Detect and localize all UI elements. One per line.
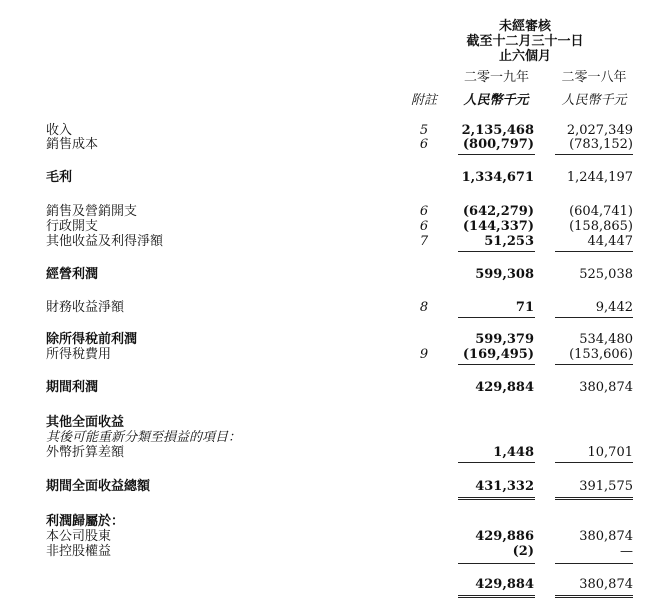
row-owners-label: 本公司股東	[46, 529, 112, 544]
row-revenue-2019: 2,135,468	[461, 123, 534, 138]
row-income-tax-note: 9	[419, 347, 429, 362]
row-owners-2018: 380,874	[579, 529, 633, 544]
column-year-2018: 二零一八年	[561, 70, 627, 85]
row-total-comprehensive-2019: 431,332	[475, 479, 534, 494]
row-selling-label: 銷售及營銷開支	[46, 204, 138, 219]
row-finance-income-2018: 9,442	[595, 300, 633, 315]
row-other-income-note: 7	[419, 234, 429, 249]
row-nci-label: 非控股權益	[46, 544, 112, 559]
row-gross-profit-label: 毛利	[46, 170, 73, 185]
row-profit-period-label: 期間利潤	[46, 380, 99, 395]
row-profit-period-2018: 380,874	[579, 380, 633, 395]
row-gross-profit-2018: 1,244,197	[566, 170, 633, 185]
subtotal-rule	[458, 462, 535, 463]
row-finance-income-2019: 71	[515, 300, 534, 315]
column-year-2019: 二零一九年	[463, 70, 529, 85]
row-profit-before-tax-2018: 534,480	[579, 332, 633, 347]
double-rule	[458, 597, 535, 598]
row-selling-2018: (604,741)	[569, 204, 633, 219]
subtotal-rule	[458, 364, 535, 365]
double-rule	[458, 595, 535, 596]
subtotal-rule	[458, 317, 535, 318]
subtotal-rule	[458, 563, 535, 564]
row-operating-profit-2018: 525,038	[579, 267, 633, 282]
double-rule	[555, 597, 633, 598]
header-line-six-months: 止六個月	[498, 49, 551, 64]
row-selling-note: 6	[419, 204, 429, 219]
row-other-income-2019: 51,253	[484, 234, 534, 249]
header-line-period: 截至十二月三十一日	[466, 34, 584, 49]
row-total-comprehensive-2018: 391,575	[579, 479, 633, 494]
row-admin-2018: (158,865)	[569, 219, 633, 234]
row-selling-2019: (642,279)	[462, 204, 534, 219]
row-fx-diff-2019: 1,448	[493, 445, 534, 460]
row-finance-income-note: 8	[419, 300, 429, 315]
double-rule	[555, 595, 633, 596]
row-income-tax-2018: (153,606)	[569, 347, 633, 362]
column-unit-2019: 人民幣千元	[463, 93, 529, 108]
subtotal-rule	[555, 462, 633, 463]
subtotal-rule	[555, 317, 633, 318]
subtotal-rule	[555, 563, 633, 564]
double-rule	[555, 497, 633, 498]
subtotal-rule	[555, 364, 633, 365]
row-admin-label: 行政開支	[46, 219, 99, 234]
row-operating-profit-label: 經營利潤	[46, 267, 99, 282]
row-oci-subtitle: 其後可能重新分類至損益的項目：	[46, 430, 242, 445]
row-attributable-to: 利潤歸屬於：	[46, 514, 125, 529]
subtotal-rule	[555, 251, 633, 252]
row-other-income-label: 其他收益及利得淨額	[46, 234, 164, 249]
row-nci-2018: —	[620, 544, 633, 559]
row-fx-diff-2018: 10,701	[587, 445, 633, 460]
row-admin-2019: (144,337)	[462, 219, 534, 234]
row-oci-title: 其他全面收益	[46, 415, 125, 430]
row-cost-of-sales-2019: (800,797)	[462, 137, 534, 152]
row-cost-of-sales-2018: (783,152)	[569, 137, 633, 152]
header-line-unaudited: 未經審核	[498, 19, 551, 34]
row-profit-before-tax-label: 除所得稅前利潤	[46, 332, 138, 347]
row-revenue-label: 收入	[46, 123, 73, 138]
double-rule	[458, 499, 535, 500]
row-revenue-note: 5	[419, 123, 429, 138]
row-admin-note: 6	[419, 219, 429, 234]
subtotal-rule	[555, 154, 633, 155]
row-revenue-2018: 2,027,349	[566, 123, 633, 138]
column-note-label: 附註	[410, 93, 437, 108]
row-fx-diff-label: 外幣折算差額	[46, 445, 125, 460]
double-rule	[458, 497, 535, 498]
row-other-income-2018: 44,447	[587, 234, 633, 249]
row-profit-before-tax-2019: 599,379	[475, 332, 534, 347]
subtotal-rule	[458, 154, 535, 155]
row-finance-income-label: 財務收益淨額	[46, 300, 125, 315]
row-operating-profit-2019: 599,308	[475, 267, 534, 282]
row-nci-2019: (2)	[512, 544, 534, 559]
row-total-comprehensive-label: 期間全面收益總額	[46, 479, 151, 494]
row-cost-of-sales-label: 銷售成本	[46, 137, 99, 152]
subtotal-rule	[458, 251, 535, 252]
row-cost-of-sales-note: 6	[419, 137, 429, 152]
row-income-tax-label: 所得稅費用	[46, 347, 112, 362]
row-total-2018: 380,874	[579, 577, 633, 592]
row-gross-profit-2019: 1,334,671	[461, 170, 534, 185]
row-profit-period-2019: 429,884	[475, 380, 534, 395]
row-owners-2019: 429,886	[475, 529, 534, 544]
row-total-2019: 429,884	[475, 577, 534, 592]
column-unit-2018: 人民幣千元	[561, 93, 627, 108]
double-rule	[555, 499, 633, 500]
row-income-tax-2019: (169,495)	[462, 347, 534, 362]
